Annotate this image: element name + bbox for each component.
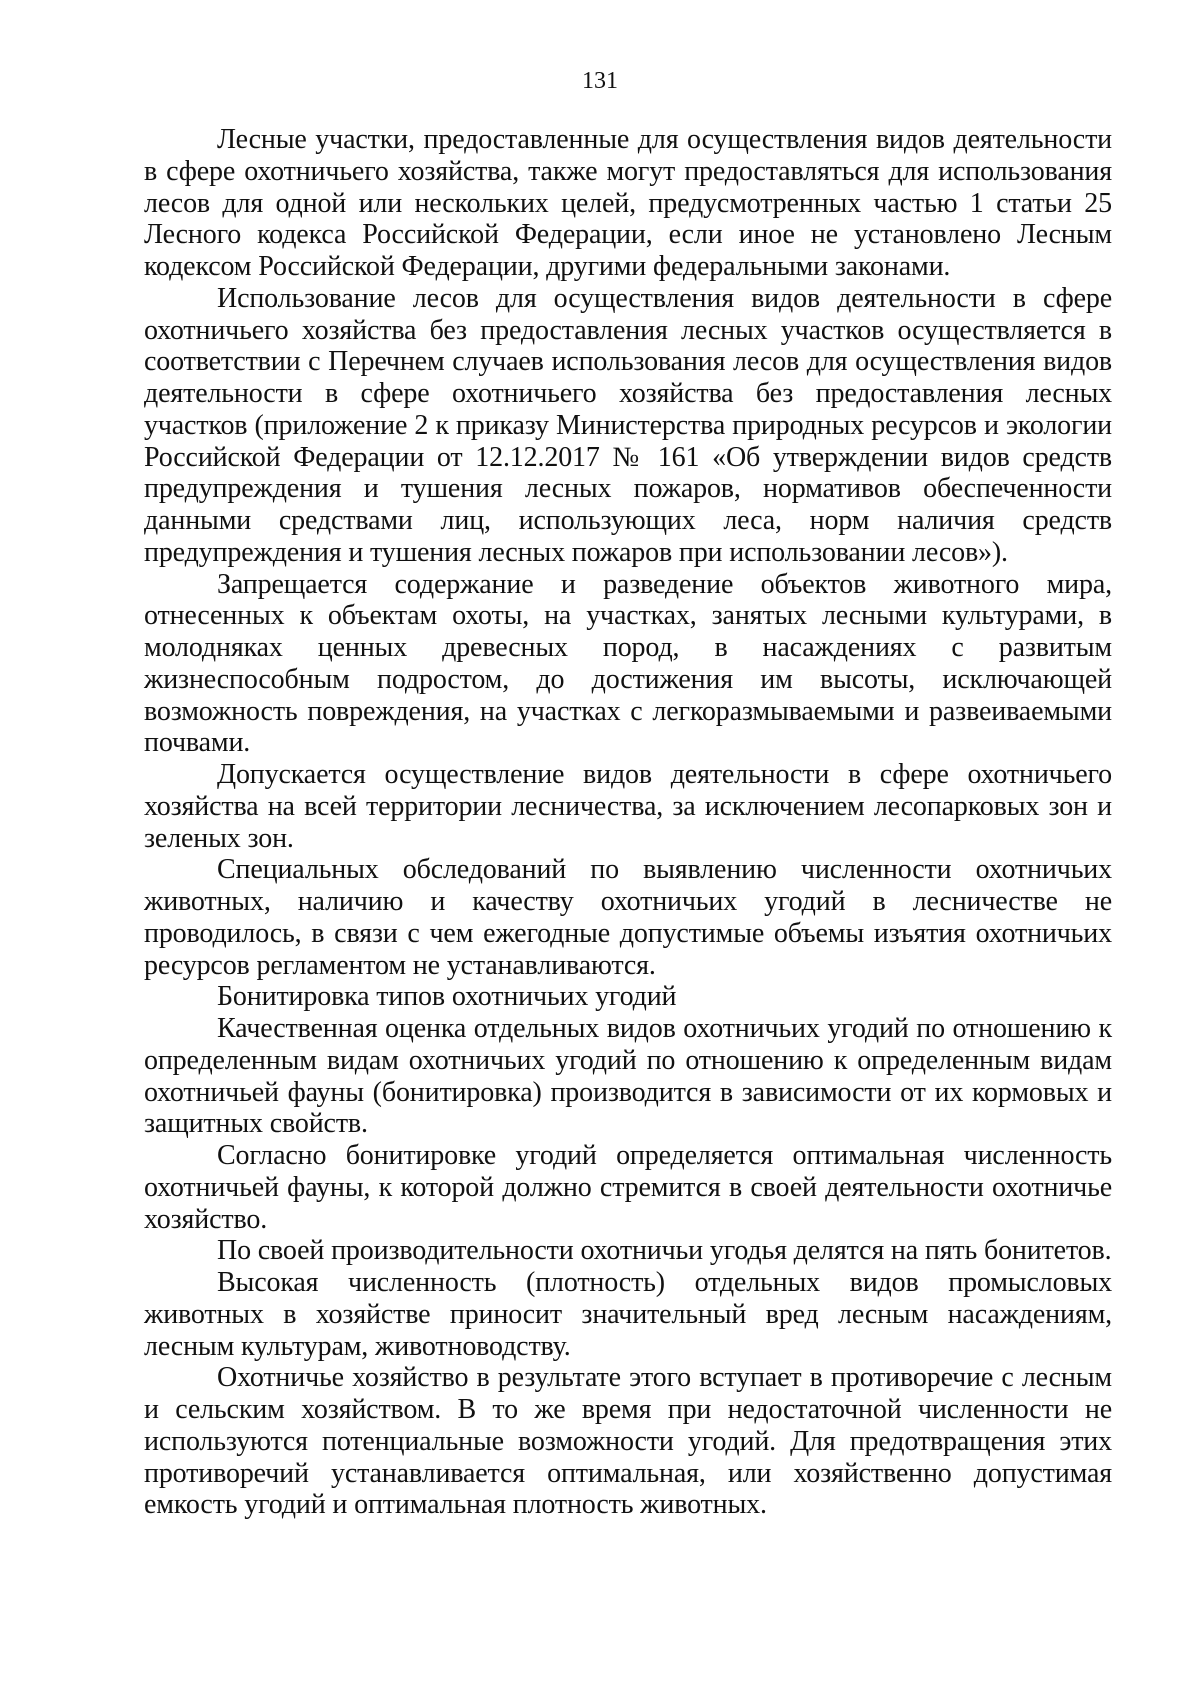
paragraph: Высокая численность (плотность) отдельных видов промысловых животных в хозяйстве приносит значительный вред лесным насаждениям, лесным культурам, животноводству.	[144, 1267, 1112, 1362]
paragraph: Специальных обследований по выявлению численности охотничьих животных, наличию и качеству охотничьих угодий в лесничестве не проводилось, в связи с чем ежегодные допустимые объемы изъятия охотничьих ресурсов регламентом не устанавливаются.	[144, 854, 1112, 981]
paragraph: Охотничье хозяйство в результате этого вступает в противоречие с лесным и сельским хозяйством. В то же время при недостаточной численности не используются потенциальные возможности угодий. Для предотвращения этих противоречий устанавливается оптимальная, или хозяйственно допустимая емкость угодий и оптимальная плотность животных.	[144, 1362, 1112, 1521]
paragraph: По своей производительности охотничьи угодья делятся на пять бонитетов.	[217, 1235, 1112, 1267]
paragraph: Лесные участки, предоставленные для осуществления видов деятельности в сфере охотничьего хозяйства, также могут предоставляться для использования лесов для одной или нескольких целей, предусмотренных частью 1 статьи 25 Лесного кодекса Российской Федерации, если иное не установлено Лесным кодексом Российской Федерации, другими федеральными законами.	[144, 124, 1112, 282]
section-heading: Бонитировка типов охотничьих угодий	[217, 981, 677, 1013]
paragraph: Допускается осуществление видов деятельности в сфере охотничьего хозяйства на всей территории лесничества, за исключением лесопарковых зон и зеленых зон.	[144, 759, 1112, 854]
document-body	[144, 124, 1112, 1521]
paragraph: Запрещается содержание и разведение объектов животного мира, отнесенных к объектам охоты, на участках, занятых лесными культурами, в молодняках ценных древесных пород, в насаждениях с развитым жизнеспособным подростом, до достижения им высоты, исключающей возможность повреждения, на участках с легкоразмываемыми и развеиваемыми почвами.	[144, 568, 1112, 759]
paragraph: Использование лесов для осуществления видов деятельности в сфере охотничьего хозяйства без предоставления лесных участков осуществляется в соответствии с Перечнем случаев использования лесов для осуществления видов деятельности в сфере охотничьего хозяйства без предоставления лесных участков (приложение 2 к приказу Министерства природных ресурсов и экологии Российской Федерации от 12.12.2017 № 161 «Об утверждении видов средств предупреждения и тушения лесных пожаров, нормативов обеспеченности данными средствами лиц, использующих леса, норм наличия средств предупреждения и тушения лесных пожаров при использовании лесов»).	[144, 282, 1112, 568]
paragraph: Качественная оценка отдельных видов охотничьих угодий по отношению к определенным видам охотничьих угодий по отношению к определенным видам охотничьей фауны (бонитировка) производится в зависимости от их кормовых и защитных свойств.	[144, 1013, 1112, 1140]
paragraph: Согласно бонитировке угодий определяется оптимальная численность охотничьей фауны, к которой должно стремится в своей деятельности охотничье хозяйство.	[144, 1140, 1112, 1235]
page-number: 131	[582, 68, 618, 94]
